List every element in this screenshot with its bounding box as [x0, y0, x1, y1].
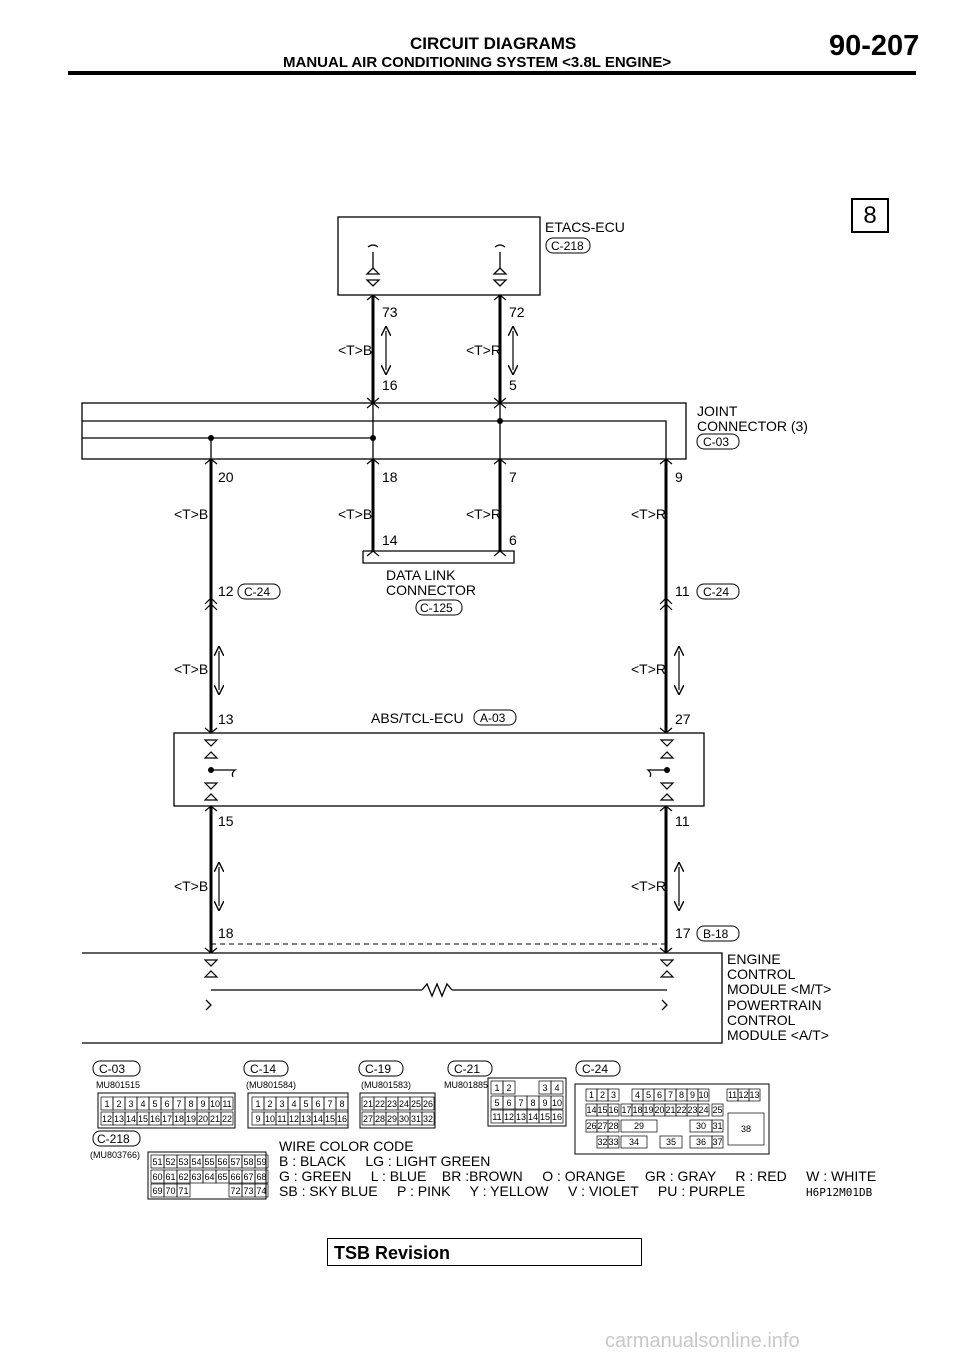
pin-number: 22: [374, 1099, 386, 1109]
pin-joint-18: 18: [382, 469, 398, 485]
wire-label-tb: <T>B: [338, 506, 373, 522]
wire-color-code-title: WIRE COLOR CODE: [279, 1138, 414, 1154]
pin-number: 16: [608, 1105, 619, 1115]
pin-number: 13: [300, 1114, 312, 1124]
wire-label-tb: <T>B: [174, 661, 209, 677]
wire-color-code-line1: B : BLACK LG : LIGHT GREEN: [279, 1153, 491, 1169]
pin-number: 5: [152, 1099, 158, 1109]
pin-number: 2: [116, 1099, 122, 1109]
wire-color-code-line2: G : GREEN L : BLUE BR :BROWN O : ORANGE GR : GRAY R : RED W : WHITE: [279, 1168, 877, 1184]
c24-right-tag: C-24: [703, 585, 730, 599]
pin-number: 21: [665, 1105, 676, 1115]
pin-number: 11: [727, 1090, 738, 1100]
pin-number: 11: [277, 1114, 287, 1124]
pin-number: 55: [204, 1157, 215, 1167]
pin-number: 16: [551, 1112, 563, 1122]
pin-number: 30: [398, 1114, 410, 1124]
pin-number: 15: [324, 1114, 336, 1124]
pin-number: 16: [149, 1114, 161, 1124]
pin-number: 6: [164, 1099, 170, 1109]
pin-number: 20: [197, 1114, 209, 1124]
joint-connector-label-2: CONNECTOR (3): [697, 418, 808, 434]
pin-number: 74: [256, 1186, 267, 1196]
abs-tcl-ecu-box: [174, 733, 704, 806]
pin-etacs-73: 73: [382, 304, 398, 320]
pin-number: 24: [398, 1099, 410, 1109]
pin-number: 32: [422, 1114, 434, 1124]
pin-number: 12: [738, 1090, 749, 1100]
pin-number: 14: [312, 1114, 324, 1124]
pin-number: 15: [597, 1105, 608, 1115]
pin-number: 33: [608, 1137, 619, 1147]
page-title: CIRCUIT DIAGRAMS: [410, 34, 577, 53]
pin-number: 25: [410, 1099, 422, 1109]
c24-left-tag: C-24: [244, 585, 271, 599]
pin-number: 3: [542, 1083, 548, 1093]
pin-number: 1: [104, 1099, 110, 1109]
pin-ecm-18: 18: [218, 925, 234, 941]
pin-c24-11: 11: [675, 583, 690, 599]
pin-number: 12: [288, 1114, 300, 1124]
pin-joint-20: 20: [218, 469, 234, 485]
joint-connector-tag: C-03: [703, 435, 730, 449]
pcm-label-1: POWERTRAIN: [727, 997, 822, 1013]
pin-number: 69: [152, 1186, 163, 1196]
pin-number: 22: [676, 1105, 687, 1115]
conn-c19-part: (MU801583): [361, 1080, 412, 1090]
ecm-label-1: ENGINE: [727, 951, 781, 967]
pin-number: 9: [200, 1099, 206, 1109]
pin-joint-7: 7: [509, 469, 517, 485]
pin-number: 56: [217, 1157, 228, 1167]
pin-number: 10: [209, 1099, 221, 1109]
conn-c218-part: (MU803766): [90, 1150, 141, 1160]
pin-number: 1: [494, 1083, 500, 1093]
pin-number: 63: [191, 1172, 202, 1182]
pin-number: 14: [586, 1105, 597, 1115]
pin-number: 30: [695, 1121, 707, 1131]
abs-tcl-ecu-label: ABS/TCL-ECU: [371, 710, 464, 726]
pin-number: 4: [554, 1083, 560, 1093]
pin-number: 36: [695, 1137, 707, 1147]
pin-number: 27: [597, 1121, 608, 1131]
pin-number: 38: [740, 1124, 752, 1134]
pin-number: 18: [173, 1114, 185, 1124]
pin-number: 5: [494, 1098, 500, 1108]
pin-number: 8: [678, 1090, 685, 1100]
pin-number: 10: [551, 1098, 563, 1108]
pin-number: 52: [165, 1157, 176, 1167]
wire-label-tr: <T>R: [631, 506, 667, 522]
figure-code: H6P12M01DB: [806, 1186, 873, 1199]
pin-number: 2: [506, 1083, 512, 1093]
joint-connector-label-1: JOINT: [697, 403, 738, 419]
pin-number: 62: [178, 1172, 189, 1182]
tsb-revision-box: TSB Revision: [327, 1238, 642, 1266]
pin-number: 19: [185, 1114, 197, 1124]
pin-number: 28: [608, 1121, 619, 1131]
pin-number: 4: [634, 1090, 641, 1100]
pin-number: 67: [243, 1172, 254, 1182]
pin-number: 2: [599, 1090, 606, 1100]
ecm-label-3: MODULE <M/T>: [727, 981, 832, 997]
pin-number: 7: [667, 1090, 674, 1100]
pin-number: 18: [632, 1105, 643, 1115]
pin-number: 15: [539, 1112, 551, 1122]
pin-number: 65: [217, 1172, 228, 1182]
pin-number: 12: [101, 1114, 113, 1124]
conn-c03-part: MU801515: [96, 1080, 141, 1090]
pin-number: 10: [698, 1090, 709, 1100]
pcm-label-2: CONTROL: [727, 1012, 796, 1028]
page-marker-box: 8: [851, 198, 889, 233]
wire-label-tb: <T>B: [338, 342, 373, 358]
pin-joint-5: 5: [509, 377, 517, 393]
pin-number: 17: [621, 1105, 632, 1115]
pin-number: 28: [374, 1114, 386, 1124]
pin-number: 21: [209, 1114, 221, 1124]
pin-number: 17: [161, 1114, 173, 1124]
dlc-connector-tag: C-125: [420, 601, 453, 615]
pin-number: 71: [178, 1186, 189, 1196]
ecm-connector-tag: B-18: [703, 927, 729, 941]
pin-c24-12: 12: [218, 583, 234, 599]
pin-number: 1: [255, 1099, 261, 1109]
pin-number: 23: [687, 1105, 698, 1115]
wire-color-code-line3: SB : SKY BLUE P : PINK Y : YELLOW V : VIOLET PU : PURPLE: [279, 1183, 746, 1199]
pin-number: 27: [362, 1114, 374, 1124]
pin-number: 24: [698, 1105, 709, 1115]
etacs-connector-tag: C-218: [551, 239, 584, 253]
pin-number: 60: [152, 1172, 163, 1182]
pin-number: 9: [255, 1114, 261, 1124]
conn-c03-tag: C-03: [99, 1062, 126, 1076]
pin-etacs-72: 72: [509, 304, 525, 320]
abs-connector-tag: A-03: [480, 711, 506, 725]
pin-number: 7: [176, 1099, 182, 1109]
joint-connector-box: [82, 403, 686, 459]
pin-number: 6: [656, 1090, 663, 1100]
pin-number: 3: [128, 1099, 134, 1109]
pin-number: 7: [327, 1099, 333, 1109]
pin-number: 68: [256, 1172, 267, 1182]
pin-number: 1: [588, 1090, 595, 1100]
pin-number: 21: [362, 1099, 374, 1109]
pin-abs-13: 13: [218, 711, 234, 727]
conn-c14-tag: C-14: [250, 1062, 277, 1076]
pin-number: 26: [422, 1099, 434, 1109]
pin-number: 54: [191, 1157, 202, 1167]
pin-number: 9: [542, 1098, 548, 1108]
ecm-label-2: CONTROL: [727, 966, 796, 982]
wire-label-tr: <T>R: [631, 878, 667, 894]
pin-number: 10: [264, 1114, 276, 1124]
pin-number: 7: [518, 1098, 524, 1108]
pin-number: 32: [597, 1137, 608, 1147]
pin-number: 51: [152, 1157, 163, 1167]
pin-number: 3: [279, 1099, 285, 1109]
conn-c218-tag: C-218: [97, 1132, 130, 1146]
pin-number: 64: [204, 1172, 215, 1182]
pin-number: 9: [689, 1090, 696, 1100]
dlc-label-2: CONNECTOR: [386, 582, 476, 598]
pin-number: 16: [336, 1114, 348, 1124]
pin-number: 31: [712, 1121, 723, 1131]
pin-number: 8: [188, 1099, 194, 1109]
pin-number: 25: [712, 1105, 723, 1115]
pin-number: 72: [230, 1186, 241, 1196]
pin-abs-11: 11: [675, 813, 690, 829]
pin-number: 2: [267, 1099, 273, 1109]
pin-ecm-17: 17: [675, 925, 691, 941]
pin-number: 14: [125, 1114, 137, 1124]
pcm-label-3: MODULE <A/T>: [727, 1027, 829, 1043]
pin-number: 8: [339, 1099, 345, 1109]
pin-number: 5: [303, 1099, 309, 1109]
pin-number: 8: [530, 1098, 536, 1108]
pin-number: 37: [712, 1137, 723, 1147]
pin-number: 23: [386, 1099, 398, 1109]
pin-joint-16: 16: [382, 377, 398, 393]
pin-number: 61: [165, 1172, 176, 1182]
wire-label-tr: <T>R: [631, 661, 667, 677]
pin-number: 57: [230, 1157, 241, 1167]
pin-number: 70: [165, 1186, 176, 1196]
pin-number: 11: [222, 1099, 232, 1109]
pin-joint-9: 9: [675, 469, 683, 485]
dlc-label-1: DATA LINK: [386, 567, 456, 583]
pin-number: 22: [221, 1114, 233, 1124]
pin-number: 20: [654, 1105, 665, 1115]
wire-label-tb: <T>B: [174, 506, 209, 522]
pin-number: 3: [610, 1090, 617, 1100]
pin-number: 6: [315, 1099, 321, 1109]
pin-number: 13: [515, 1112, 527, 1122]
pin-abs-15: 15: [218, 813, 234, 829]
pin-number: 13: [113, 1114, 125, 1124]
pin-number: 15: [137, 1114, 149, 1124]
wire-label-tr: <T>R: [466, 342, 502, 358]
pin-number: 6: [506, 1098, 512, 1108]
conn-c24-tag: C-24: [582, 1062, 609, 1076]
conn-c19-tag: C-19: [365, 1062, 392, 1076]
conn-c14-part: (MU801584): [246, 1080, 297, 1090]
pin-number: 4: [140, 1099, 146, 1109]
pin-number: 66: [230, 1172, 241, 1182]
page-subtitle: MANUAL AIR CONDITIONING SYSTEM <3.8L ENGINE>: [283, 54, 672, 71]
pin-number: 34: [628, 1137, 640, 1147]
pin-number: 58: [243, 1157, 254, 1167]
pin-number: 13: [749, 1090, 760, 1100]
pin-number: 26: [586, 1121, 597, 1131]
watermark: carmanualsonline.info: [605, 1330, 800, 1352]
pin-number: 35: [665, 1137, 677, 1147]
conn-c21-tag: C-21: [454, 1062, 481, 1076]
ecm-box: [82, 953, 722, 1043]
dlc-box: [363, 551, 514, 563]
pin-dlc-14: 14: [382, 532, 398, 548]
pin-abs-27: 27: [675, 711, 691, 727]
pin-number: 31: [410, 1114, 422, 1124]
pin-number: 4: [291, 1099, 297, 1109]
wire-label-tb: <T>B: [174, 878, 209, 894]
pin-number: 14: [527, 1112, 539, 1122]
wire-label-tr: <T>R: [466, 506, 502, 522]
page-number: 90-207: [829, 30, 920, 62]
pin-number: 59: [256, 1157, 267, 1167]
pin-number: 53: [178, 1157, 189, 1167]
conn-c21-part: MU801885: [444, 1080, 489, 1090]
pin-dlc-6: 6: [509, 532, 517, 548]
pin-number: 29: [633, 1121, 645, 1131]
pin-number: 11: [492, 1112, 502, 1122]
pin-number: 5: [645, 1090, 652, 1100]
etacs-ecu-box: [338, 217, 540, 295]
pin-number: 19: [643, 1105, 654, 1115]
pin-number: 29: [386, 1114, 398, 1124]
etacs-ecu-label: ETACS-ECU: [545, 219, 625, 235]
pin-number: 73: [243, 1186, 254, 1196]
pin-number: 12: [503, 1112, 515, 1122]
